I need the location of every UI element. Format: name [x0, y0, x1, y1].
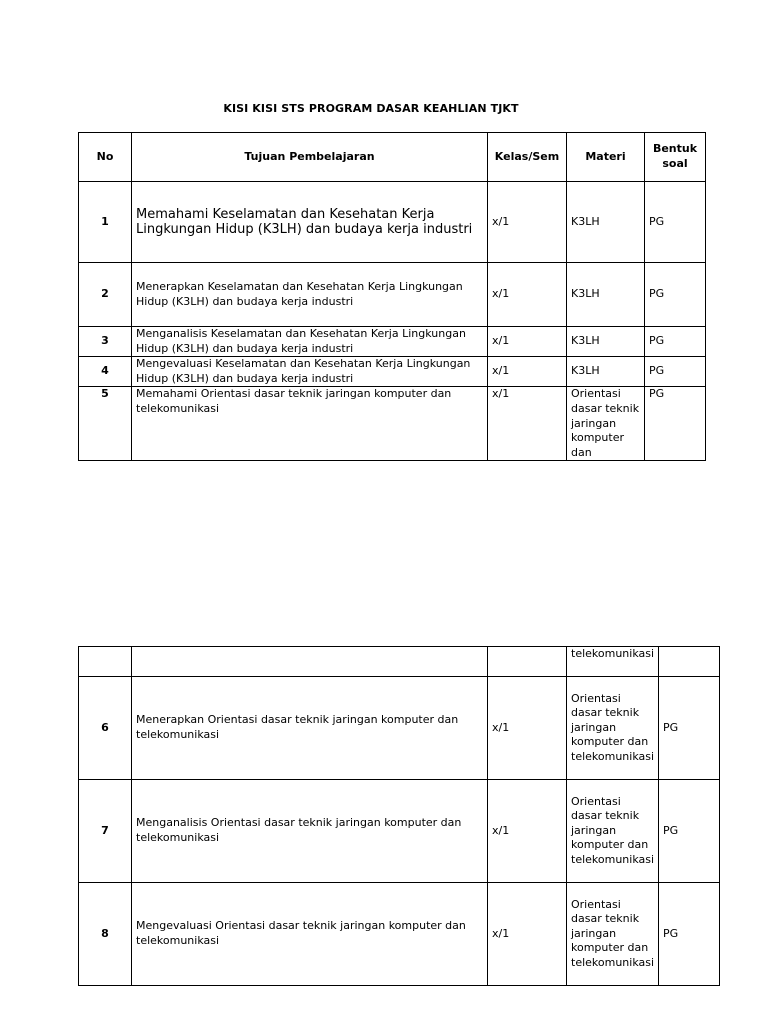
cell-bentuk: PG: [659, 883, 720, 986]
cell-bentuk: [659, 647, 720, 677]
cell-tujuan: Memahami Orientasi dasar teknik jaringan komputer dan telekomunikasi: [132, 387, 488, 461]
table-row: [79, 883, 720, 986]
cell-no: 5: [79, 387, 132, 461]
header-materi: Materi: [567, 133, 645, 182]
cell-no: 4: [79, 357, 132, 387]
table-row: [79, 357, 706, 387]
header-bentuk: Bentuk soal: [645, 133, 706, 182]
cell-bentuk: PG: [659, 780, 720, 883]
cell-tujuan: Mengevaluasi Orientasi dasar teknik jaringan komputer dan telekomunikasi: [132, 883, 488, 986]
cell-tujuan: Menganalisis Keselamatan dan Kesehatan Kerja Lingkungan Hidup (K3LH) dan budaya kerja industri: [132, 327, 488, 357]
cell-materi: Orientasi dasar teknik jaringan komputer dan telekomunikasi: [567, 677, 659, 780]
table-row: [79, 387, 706, 461]
header-no: No: [79, 133, 132, 182]
kisi-table-page-2: [78, 646, 720, 986]
cell-bentuk: PG: [645, 387, 706, 461]
cell-bentuk: PG: [645, 327, 706, 357]
cell-materi: Orientasi dasar teknik jaringan komputer dan: [567, 387, 645, 461]
cell-tujuan: [132, 647, 488, 677]
cell-no: 8: [79, 883, 132, 986]
cell-materi: Orientasi dasar teknik jaringan komputer dan telekomunikasi: [567, 780, 659, 883]
cell-kelas: x/1: [488, 387, 567, 461]
cell-tujuan: Menerapkan Keselamatan dan Kesehatan Kerja Lingkungan Hidup (K3LH) dan budaya kerja industri: [132, 263, 488, 327]
table-row: [79, 182, 706, 263]
cell-no: 1: [79, 182, 132, 263]
cell-materi: K3LH: [567, 182, 645, 263]
cell-materi: K3LH: [567, 263, 645, 327]
cell-kelas: x/1: [488, 780, 567, 883]
table-row: [79, 327, 706, 357]
cell-kelas: [488, 647, 567, 677]
cell-no: 3: [79, 327, 132, 357]
cell-no: 7: [79, 780, 132, 883]
cell-bentuk: PG: [645, 263, 706, 327]
cell-tujuan: Memahami Keselamatan dan Kesehatan Kerja Lingkungan Hidup (K3LH) dan budaya kerja industri: [132, 182, 488, 263]
table-row: [79, 677, 720, 780]
cell-tujuan: Menerapkan Orientasi dasar teknik jaringan komputer dan telekomunikasi: [132, 677, 488, 780]
table-row: [79, 263, 706, 327]
cell-tujuan: Menganalisis Orientasi dasar teknik jaringan komputer dan telekomunikasi: [132, 780, 488, 883]
cell-kelas: x/1: [488, 263, 567, 327]
cell-materi: K3LH: [567, 327, 645, 357]
cell-kelas: x/1: [488, 883, 567, 986]
table-header-row: [79, 133, 706, 182]
cell-no: 2: [79, 263, 132, 327]
cell-bentuk: PG: [659, 677, 720, 780]
cell-tujuan: Mengevaluasi Keselamatan dan Kesehatan Kerja Lingkungan Hidup (K3LH) dan budaya kerja industri: [132, 357, 488, 387]
cell-bentuk: PG: [645, 182, 706, 263]
cell-materi: telekomunikasi: [567, 647, 659, 677]
cell-kelas: x/1: [488, 677, 567, 780]
header-tujuan: Tujuan Pembelajaran: [132, 133, 488, 182]
cell-bentuk: PG: [645, 357, 706, 387]
cell-no: [79, 647, 132, 677]
cell-kelas: x/1: [488, 327, 567, 357]
cell-materi: K3LH: [567, 357, 645, 387]
document-title: KISI KISI STS PROGRAM DASAR KEAHLIAN TJKT: [223, 102, 519, 115]
table-row: [79, 780, 720, 883]
cell-materi: Orientasi dasar teknik jaringan komputer dan telekomunikasi: [567, 883, 659, 986]
kisi-table-page-1: [78, 132, 706, 461]
table-row-continuation: [79, 647, 720, 677]
cell-kelas: x/1: [488, 182, 567, 263]
header-kelas: Kelas/Sem: [488, 133, 567, 182]
cell-kelas: x/1: [488, 357, 567, 387]
cell-no: 6: [79, 677, 132, 780]
